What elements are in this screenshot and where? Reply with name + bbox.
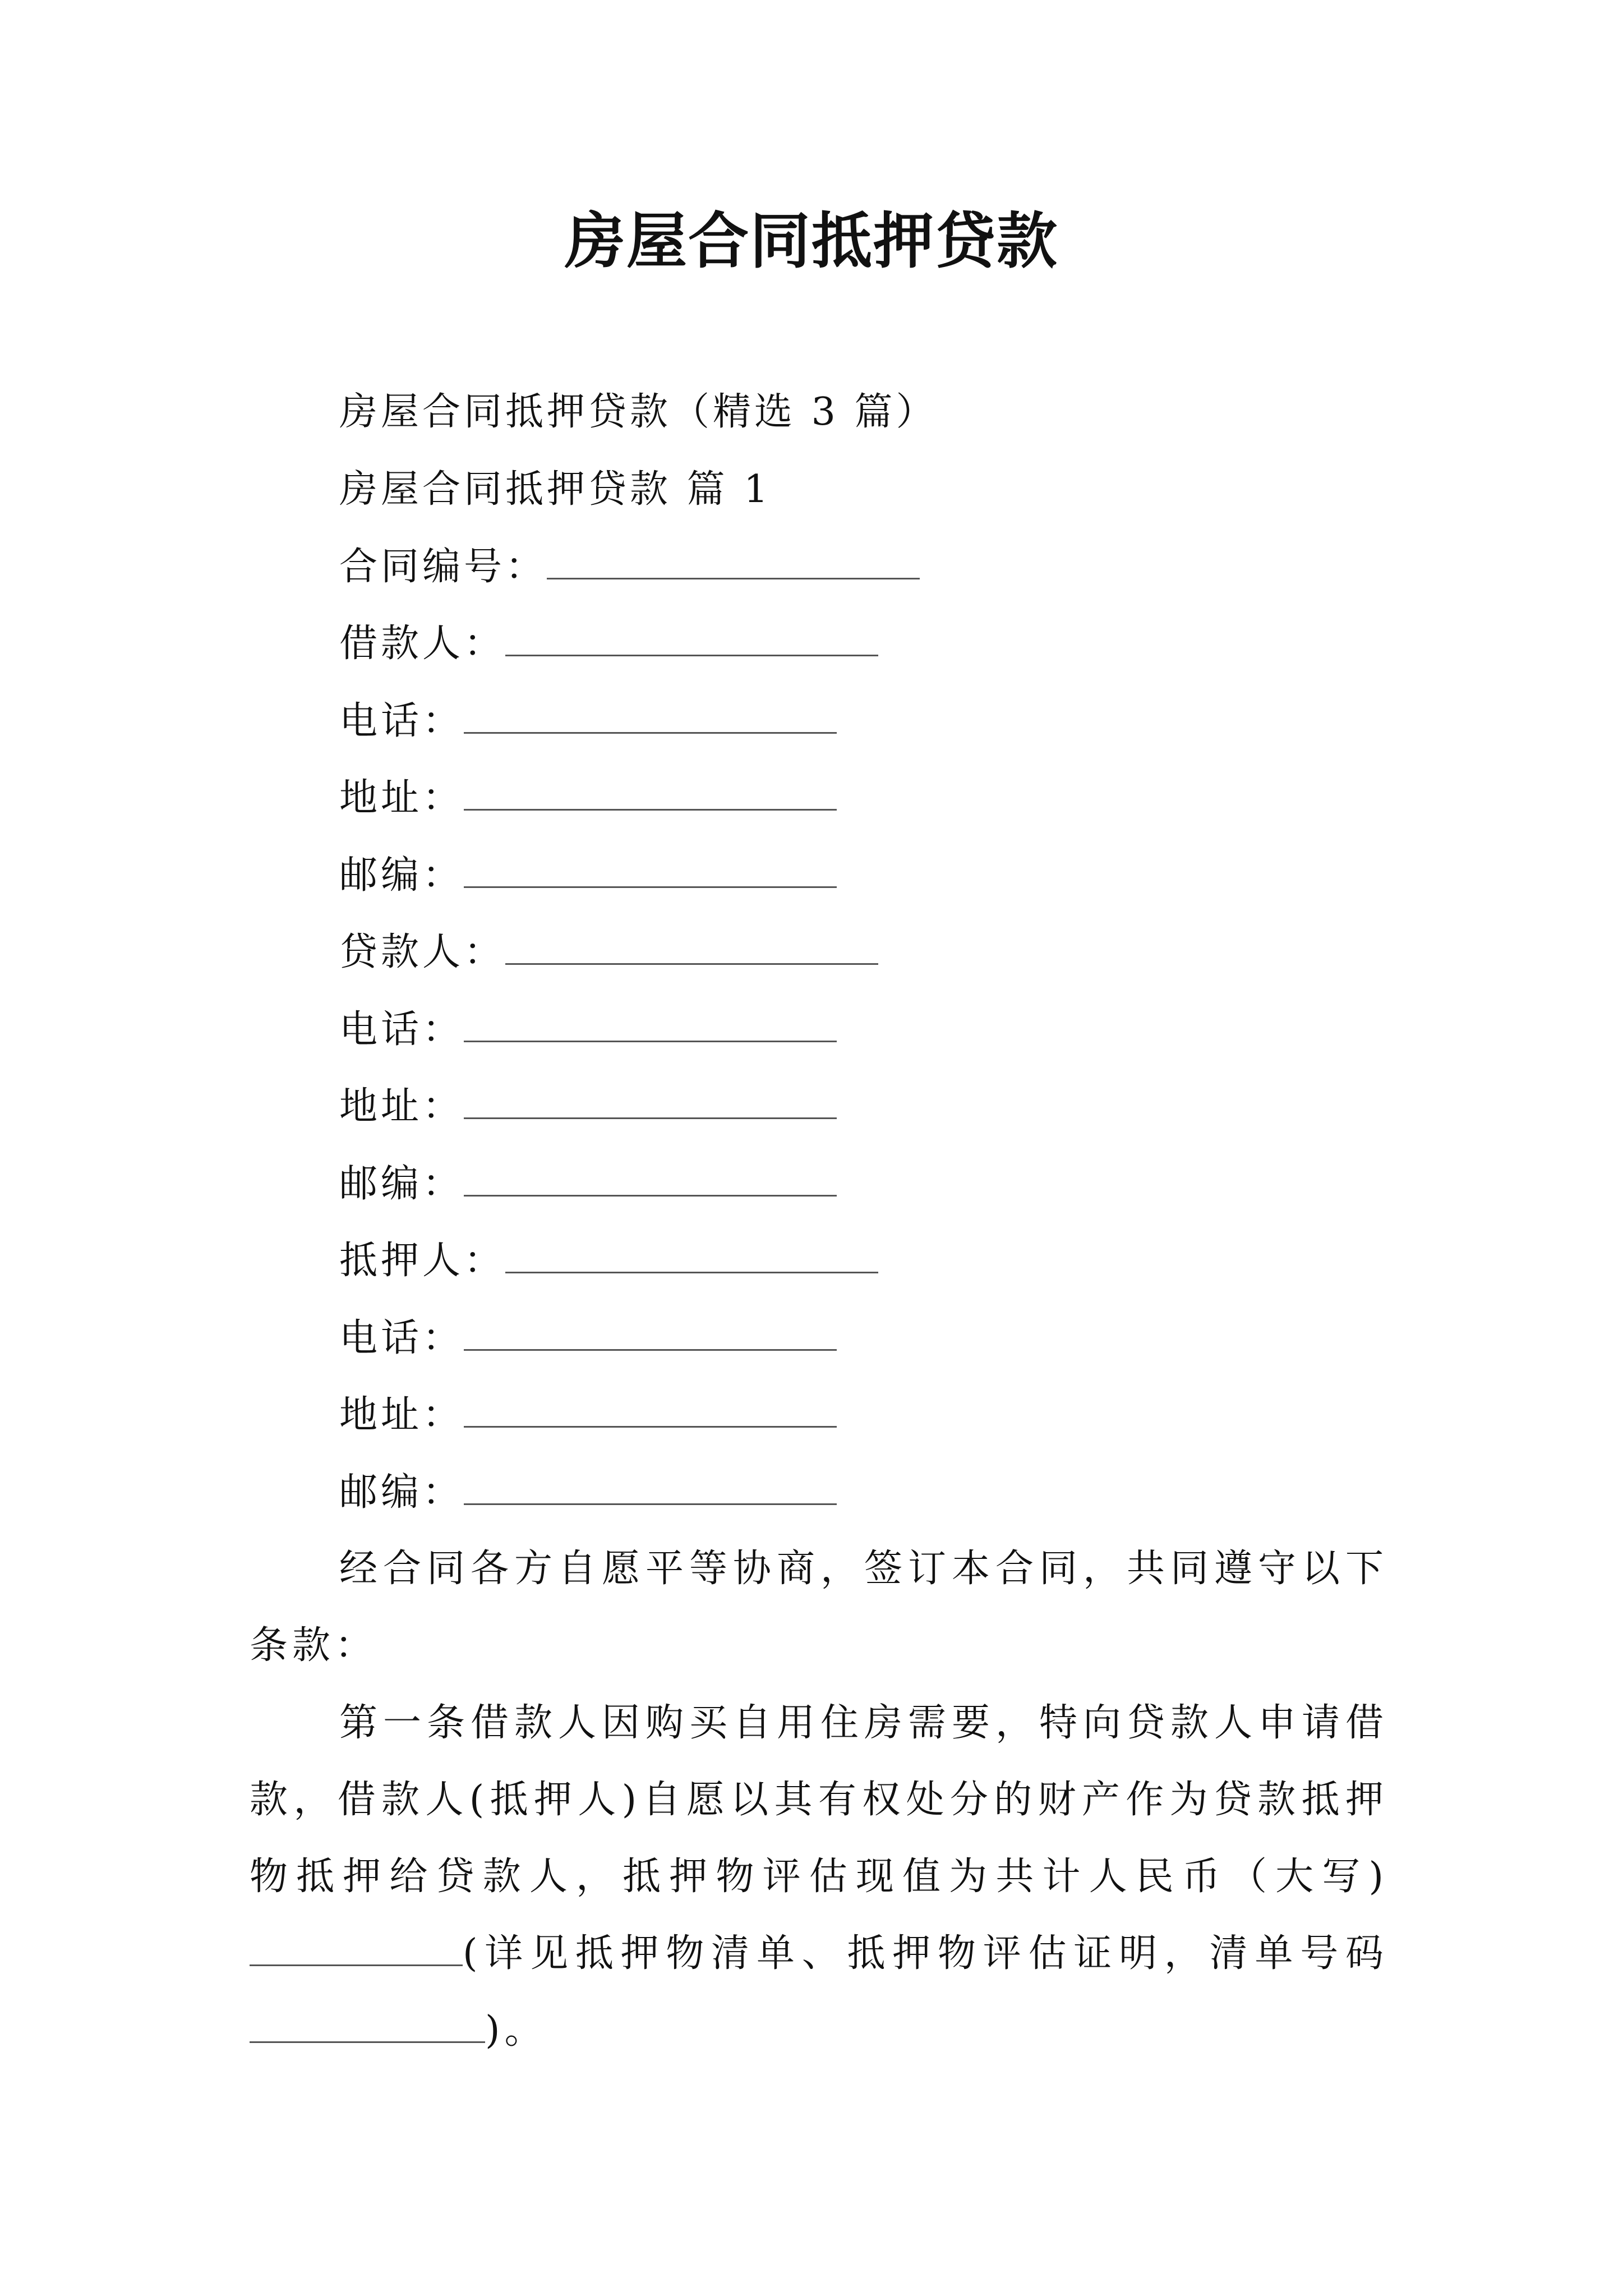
fill-in-blank	[464, 1084, 837, 1119]
field-lender-postcode	[339, 1156, 837, 1212]
field-label: 邮编：	[339, 1470, 464, 1515]
field-label: 借款人：	[339, 622, 506, 666]
fill-in-blank	[464, 1470, 837, 1505]
field-lender-phone	[339, 1002, 837, 1058]
field-label: 抵押人：	[339, 1239, 506, 1283]
field-label: 合同编号：	[339, 545, 547, 589]
field-mortgagor-postcode	[339, 1465, 837, 1521]
field-borrower-address	[339, 770, 837, 826]
amount-blank	[250, 1931, 463, 1966]
field-borrower-phone	[339, 693, 837, 749]
paragraph-article-1	[250, 1685, 1388, 2069]
subtitle: 房屋合同抵押贷款（精选 3 篇）	[339, 390, 938, 434]
field-borrower	[339, 616, 878, 672]
paragraph-agreement: 经合同各方自愿平等协商，签订本合同，共同遵守以下条款：	[250, 1547, 1388, 1668]
fill-in-blank	[464, 1315, 837, 1351]
field-label: 电话：	[339, 1007, 464, 1052]
field-lender-address	[339, 1079, 837, 1135]
field-label: 地址：	[339, 1084, 464, 1129]
fill-in-blank	[505, 621, 878, 656]
field-label: 邮编：	[339, 853, 464, 898]
field-label: 邮编：	[339, 1162, 464, 1206]
list-number-blank	[250, 2008, 485, 2043]
field-lender	[339, 924, 878, 981]
fill-in-blank	[547, 544, 920, 579]
fill-in-blank	[505, 930, 878, 965]
field-borrower-postcode	[339, 848, 837, 904]
fill-in-blank	[464, 1161, 837, 1197]
field-label: 贷款人：	[339, 930, 506, 974]
section-heading: 房屋合同抵押贷款 篇 1	[339, 467, 772, 512]
document-title: 房屋合同抵押贷款	[564, 206, 1058, 277]
article-1-text-end: )。	[485, 2008, 547, 2053]
field-mortgagor-phone	[339, 1310, 837, 1366]
article-1-text-continued: (详见抵押物清单、抵押物评估证明，清单号码	[463, 1931, 1388, 1976]
article-1-text: 第一条借款人因购买自用住房需要，特向贷款人申请借款，借款人(抵押人)自愿以其有权处分的财产作为贷款抵押物抵押给贷款人，抵押物评估现值为共计人民币（大写)	[250, 1701, 1388, 1899]
fill-in-blank	[464, 1007, 837, 1042]
fill-in-blank	[464, 853, 837, 888]
field-mortgagor-address	[339, 1387, 837, 1443]
fill-in-blank	[464, 775, 837, 811]
field-label: 地址：	[339, 1393, 464, 1437]
fill-in-blank	[464, 698, 837, 734]
fill-in-blank	[464, 1392, 837, 1428]
field-label: 地址：	[339, 776, 464, 820]
fill-in-blank	[505, 1238, 878, 1273]
field-label: 电话：	[339, 1316, 464, 1360]
field-contract-number	[339, 539, 920, 595]
field-mortgagor	[339, 1233, 878, 1289]
field-label: 电话：	[339, 699, 464, 743]
